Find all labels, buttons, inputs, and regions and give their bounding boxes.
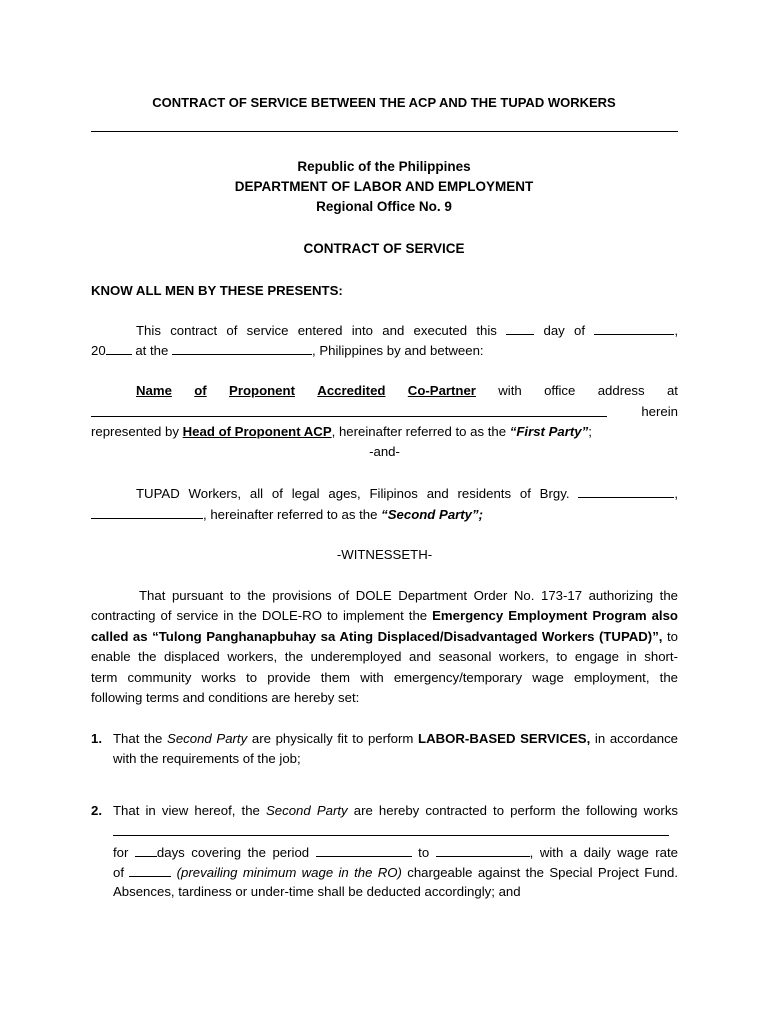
know-all-men: KNOW ALL MEN BY THESE PRESENTS:	[91, 283, 343, 298]
header-regional-office: Regional Office No. 9	[316, 199, 452, 214]
item2-line2	[113, 821, 678, 842]
day-blank[interactable]	[506, 320, 534, 335]
period-start-blank[interactable]	[316, 842, 412, 857]
brgy-blank[interactable]	[578, 483, 674, 498]
p4-line2: contracting of service in the DOLE-RO to implement the Emergency Employment Program also	[91, 608, 678, 623]
header-republic: Republic of the Philippines	[297, 159, 471, 174]
and-separator: -and-	[369, 444, 400, 459]
period-end-blank[interactable]	[436, 842, 530, 857]
p2-line2: herein	[91, 402, 678, 423]
month-blank[interactable]	[594, 320, 674, 335]
p4-line3: called as “Tulong Panghanapbuhay sa Ating Displaced/Disadvantaged Workers (TUPAD)”, to	[91, 629, 679, 644]
p4-line6: following terms and conditions are hereby set:	[91, 690, 360, 705]
item1-number: 1.	[91, 731, 102, 746]
p3-line1: TUPAD Workers, all of legal ages, Filipinos and residents of Brgy. ,	[136, 483, 678, 504]
works-blank[interactable]	[113, 821, 669, 836]
days-blank[interactable]	[135, 842, 157, 857]
head-of-proponent: Head of Proponent ACP	[182, 424, 332, 439]
p2-line3: represented by Head of Proponent ACP, hereinafter referred to as the “First Party”;	[91, 424, 592, 439]
p4-line4: enable the displaced workers, the underemployed and seasonal workers, to engage in short-	[91, 649, 678, 664]
year-blank[interactable]	[106, 340, 132, 355]
wage-blank[interactable]	[129, 862, 171, 877]
place-blank[interactable]	[172, 340, 312, 355]
item2-number: 2.	[91, 803, 102, 818]
p4-line5: term community works to provide them with emergency/temporary wage employment, the	[91, 670, 678, 685]
contract-heading: CONTRACT OF SERVICE	[303, 241, 465, 256]
p2-line1: Name of Proponent Accredited Co-Partner with office address at	[136, 383, 678, 398]
witnesseth: -WITNESSETH-	[336, 547, 433, 562]
item2-line5: Absences, tardiness or under-time shall be deducted accordingly; and	[113, 884, 521, 899]
p3-line2: , hereinafter referred to as the “Second Party”;	[91, 504, 678, 525]
document-title: CONTRACT OF SERVICE BETWEEN THE ACP AND THE TUPAD WORKERS	[152, 95, 616, 110]
title-divider	[91, 131, 678, 132]
item1-line2: with the requirements of the job;	[113, 751, 301, 766]
item2-line3: for days covering the period to , with a daily wage rate	[113, 842, 678, 863]
brgy-continued-blank[interactable]	[91, 504, 203, 519]
header-department: DEPARTMENT OF LABOR AND EMPLOYMENT	[234, 179, 534, 194]
p1-line1: This contract of service entered into and executed this day of ,	[136, 320, 678, 341]
p4-line1: That pursuant to the provisions of DOLE Department Order No. 173-17 authorizing the	[139, 588, 678, 603]
office-address-blank[interactable]	[91, 402, 607, 417]
item2-line4: of (prevailing minimum wage in the RO) chargeable against the Special Project Fund.	[113, 862, 678, 883]
item1-line1: That the Second Party are physically fit to perform LABOR-BASED SERVICES, in accordance	[113, 731, 679, 746]
p1-line2: 20 at the , Philippines by and between:	[91, 340, 678, 361]
item2-line1: That in view hereof, the Second Party are hereby contracted to perform the following works	[113, 803, 679, 818]
